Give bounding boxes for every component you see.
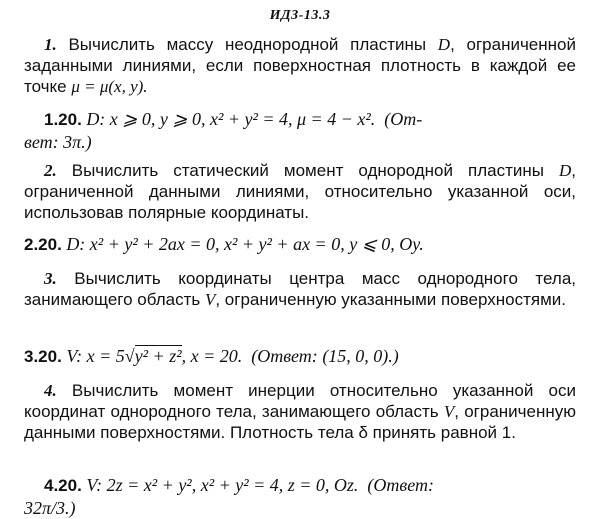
- task-1-20-answer-value: 3π.): [63, 132, 92, 152]
- task-4-20-number: 4.20.: [44, 476, 82, 495]
- task-1-20-answer: вет: 3π.): [24, 132, 92, 152]
- sqrt-sign-icon: √: [124, 346, 135, 366]
- section-2-statement: 2. Вычислить статический момент однородной пластины D, ограниченной данными линиями, относительно указанной оси, использовав полярные координаты.: [24, 161, 576, 222]
- section-4: [24, 380, 576, 443]
- task-3-20-answer-value: (15, 0, 0).): [322, 346, 399, 366]
- task-1-20-answer-label: (От-: [384, 109, 423, 129]
- task-1-20-math: D: x ⩾ 0, y ⩾ 0, x² + y² = 4, μ = 4 − x².: [86, 109, 376, 129]
- task-2-20-line: [24, 233, 576, 256]
- section-2: [24, 160, 576, 223]
- task-4-20-math: V: 2z = x² + y², x² + y² = 4, z = 0, Oz.: [86, 475, 359, 495]
- section-1: [24, 34, 576, 97]
- section-1-number: 1.: [44, 35, 57, 54]
- task-4-20: [24, 474, 576, 519]
- task-1-20-line: [24, 108, 576, 131]
- task-3-20-line: 3.20. V: x = 5√y² + z², x = 20. (Ответ: (15, 0, 0).): [24, 346, 399, 366]
- task-1-20: [24, 108, 576, 153]
- task-3-20: [24, 345, 576, 368]
- section-2-number: 2.: [44, 161, 57, 180]
- task-2-20: [24, 233, 576, 256]
- task-3-20-answer-label: (Ответ:: [251, 346, 318, 366]
- task-3-20-sqrt-arg: y² + z²: [134, 346, 182, 366]
- task-3-20-number: 3.20.: [24, 347, 62, 366]
- section-3-statement: 3. Вычислить координаты центра масс однородного тела, занимающего область V, ограниченную указанными поверхностями.: [24, 269, 576, 309]
- section-4-number: 4.: [44, 381, 57, 400]
- task-4-20-answer-value: 32π/3.): [24, 498, 76, 518]
- task-4-20-answer-label: (Ответ:: [367, 475, 434, 495]
- section-3: [24, 268, 576, 310]
- section-4-statement: 4. Вычислить момент инерции относительно указанной оси координат однородного тела, занимающего область V, ограниченную данными поверхностями. Плотность тела δ принять равной 1.: [24, 381, 576, 442]
- section-1-statement: 1. Вычислить массу неоднородной пластины D, ограниченной заданными линиями, если поверхностная плотность в каждой ее точке μ = μ(x, y).: [24, 35, 576, 96]
- task-1-20-number: 1.20.: [44, 110, 82, 129]
- task-4-20-line: [24, 474, 576, 497]
- task-4-20-answer: [24, 497, 576, 519]
- page-title: ИДЗ-13.3: [269, 8, 331, 23]
- task-2-20-math: D: x² + y² + 2ax = 0, x² + y² + ax = 0, y ⩽ 0, Oy.: [66, 234, 424, 254]
- section-3-number: 3.: [44, 269, 57, 288]
- task-2-20-number: 2.20.: [24, 235, 62, 254]
